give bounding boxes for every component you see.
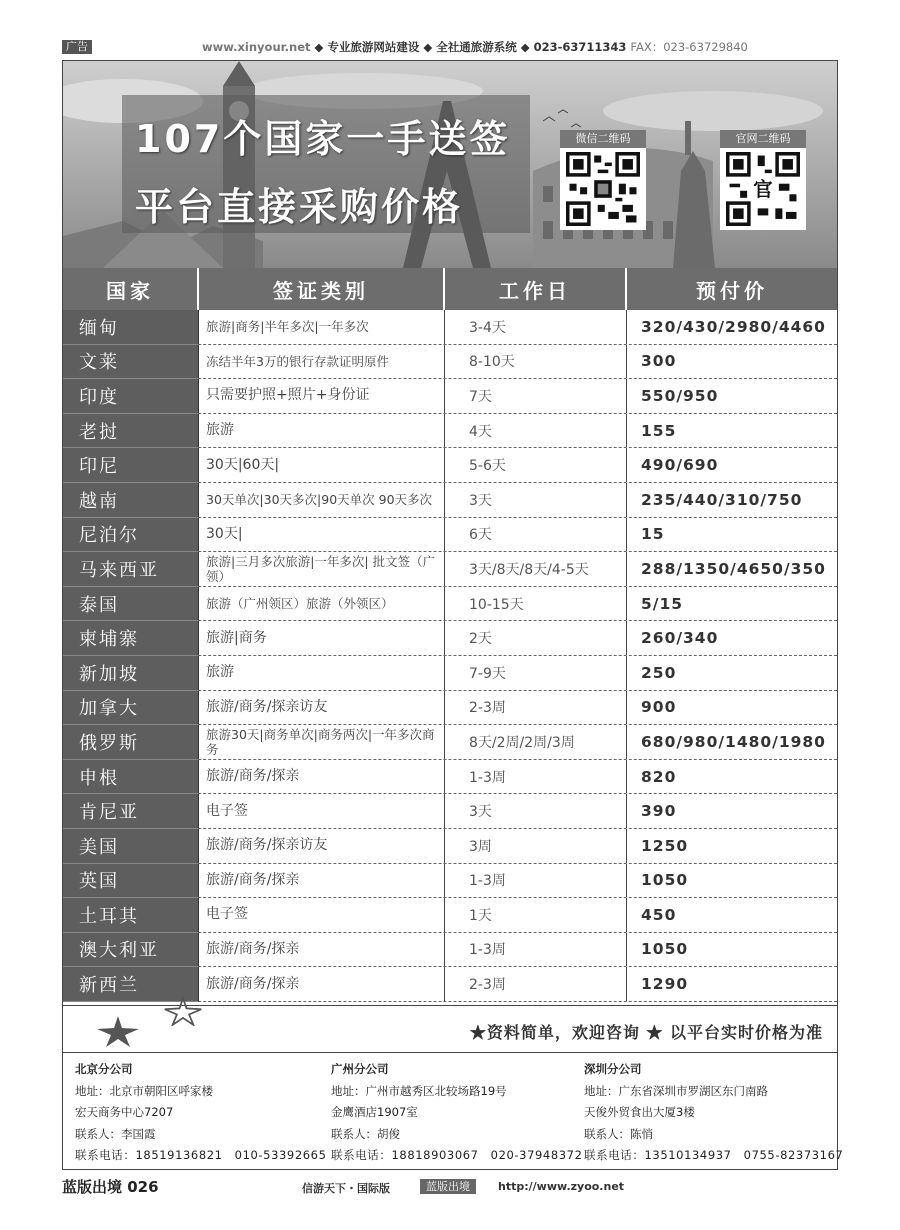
table-row	[63, 379, 837, 414]
office-contact: 联系人：陈悄	[584, 1126, 653, 1141]
visa-type-cell: 旅游/商务/探亲	[199, 967, 445, 1001]
website-qr[interactable]	[720, 130, 806, 230]
workdays-cell: 5-6天	[445, 448, 627, 482]
website-qr-code	[726, 152, 800, 226]
visa-type-cell: 旅游/商务/探亲	[199, 760, 445, 794]
country-cell: 缅甸	[63, 310, 199, 345]
country-cell: 澳大利亚	[63, 933, 199, 968]
country-cell: 土耳其	[63, 898, 199, 933]
country-cell: 英国	[63, 864, 199, 899]
office-name: 广州分公司	[331, 1062, 389, 1076]
table-row	[63, 518, 837, 553]
office-address-2: 天俊外贸食出大厦3楼	[584, 1105, 695, 1119]
price-cell: 288/1350/4650/350	[641, 559, 826, 578]
price-cell: 820	[641, 767, 677, 786]
price-cell: 15	[641, 525, 665, 544]
header-visa-type: 签证类别	[199, 268, 445, 310]
footer-section-tag: 蓝版出境	[420, 1179, 476, 1194]
table-row	[63, 933, 837, 968]
table-row	[63, 760, 837, 795]
office-contact: 联系人：胡俊	[331, 1126, 400, 1141]
table-row	[63, 310, 837, 345]
header-country: 国家	[63, 268, 199, 310]
workdays-cell: 3-4天	[445, 310, 627, 344]
headline-line-2: 平台直接采购价格	[135, 185, 464, 229]
country-cell: 柬埔寨	[63, 621, 199, 656]
country-cell: 越南	[63, 483, 199, 518]
price-cell: 155	[641, 421, 677, 440]
headline-line-1: 107个国家一手送签	[135, 117, 511, 161]
wechat-qr-code	[566, 152, 640, 226]
price-cell: 550/950	[641, 386, 719, 405]
slogan-area	[63, 1005, 837, 1053]
country-cell: 新西兰	[63, 967, 199, 1002]
starfish-icon	[163, 996, 203, 1026]
starfish-icon	[95, 1014, 141, 1048]
table-row	[63, 691, 837, 726]
workdays-cell: 6天	[445, 518, 627, 552]
top-contact-info	[202, 39, 748, 55]
price-cell: 235/440/310/750	[641, 490, 803, 509]
workdays-cell: 1-3周	[445, 760, 627, 794]
office-name: 北京分公司	[75, 1062, 133, 1076]
branch-offices	[63, 1053, 844, 1169]
slogan: ★资料简单，欢迎咨询 ★ 以平台实时价格为准	[469, 1023, 823, 1042]
price-cell: 490/690	[641, 456, 719, 475]
visa-price-table	[63, 268, 837, 1002]
visa-type-cell: 只需要护照+照片+身份证	[199, 379, 445, 413]
visa-type-cell: 旅游/商务/探亲访友	[199, 829, 445, 863]
website-qr-center: 官	[753, 178, 773, 202]
table-row	[63, 725, 837, 760]
office-phone: 联系电话：18818903067 020-37948372	[331, 1148, 583, 1162]
workdays-cell: 3天	[445, 794, 627, 828]
table-row	[63, 483, 837, 518]
footer-brand: 信游天下・国际版	[302, 1182, 390, 1195]
table-row	[63, 864, 837, 899]
office-name: 深圳分公司	[584, 1062, 642, 1076]
visa-type-cell: 旅游|商务	[199, 621, 445, 655]
office-shenzhen	[584, 1059, 843, 1167]
visa-type-cell: 旅游/商务/探亲	[199, 864, 445, 898]
workdays-cell: 1-3周	[445, 864, 627, 898]
visa-type-cell: 旅游|三月多次旅游|一年多次| 批文签（广领）	[199, 552, 445, 586]
wechat-qr-label: 微信二维码	[560, 130, 646, 148]
country-cell: 文莱	[63, 345, 199, 380]
price-cell: 1050	[641, 871, 689, 890]
table-row	[63, 794, 837, 829]
country-cell: 印度	[63, 379, 199, 414]
office-address-2: 宏天商务中心7207	[75, 1105, 174, 1119]
workdays-cell: 8天/2周/2周/3周	[445, 725, 627, 759]
country-cell: 美国	[63, 829, 199, 864]
workdays-cell: 4天	[445, 414, 627, 448]
visa-type-cell: 电子签	[199, 794, 445, 828]
workdays-cell: 2-3周	[445, 691, 627, 725]
office-address: 地址：北京市朝阳区呼家楼	[75, 1083, 213, 1098]
price-cell: 260/340	[641, 629, 719, 648]
table-row	[63, 414, 837, 449]
country-cell: 肯尼亚	[63, 794, 199, 829]
price-cell: 320/430/2980/4460	[641, 317, 826, 336]
country-cell: 加拿大	[63, 691, 199, 726]
top-services: ◆ 专业旅游网站建设 ◆ 全社通旅游系统 ◆ 023-63711343	[314, 40, 627, 54]
price-cell: 250	[641, 663, 677, 682]
table-row	[63, 656, 837, 691]
price-cell: 5/15	[641, 594, 684, 613]
workdays-cell: 2天	[445, 621, 627, 655]
wechat-qr[interactable]	[560, 130, 646, 230]
office-phone: 联系电话：18519136821 010-53392665	[75, 1148, 327, 1162]
table-row	[63, 621, 837, 656]
country-cell: 马来西亚	[63, 552, 199, 587]
country-cell: 印尼	[63, 448, 199, 483]
workdays-cell: 3周	[445, 829, 627, 863]
visa-type-cell: 旅游|商务|半年多次|一年多次	[199, 310, 445, 344]
office-guangzhou	[331, 1059, 583, 1167]
visa-type-cell: 30天|	[199, 518, 445, 552]
workdays-cell: 7天	[445, 379, 627, 413]
country-cell: 老挝	[63, 414, 199, 449]
table-row	[63, 345, 837, 380]
price-cell: 450	[641, 905, 677, 924]
visa-type-cell: 旅游	[199, 414, 445, 448]
workdays-cell: 3天	[445, 483, 627, 517]
page-number: 蓝版出境 026	[62, 1178, 159, 1196]
visa-type-cell: 旅游	[199, 656, 445, 690]
country-cell: 尼泊尔	[63, 518, 199, 553]
office-beijing	[75, 1059, 327, 1167]
workdays-cell: 1-3周	[445, 933, 627, 967]
price-cell: 1050	[641, 940, 689, 959]
fax-number: FAX：023-63729840	[630, 40, 748, 54]
visa-type-cell: 旅游30天|商务单次|商务两次|一年多次商务	[199, 725, 445, 759]
visa-type-cell: 冻结半年3万的银行存款证明原件	[199, 345, 445, 379]
website-qr-label: 官网二维码	[720, 130, 806, 148]
table-row	[63, 898, 837, 933]
ad-tag: 广告	[62, 40, 92, 54]
table-row	[63, 448, 837, 483]
office-phone: 联系电话：13510134937 0755-82373167	[584, 1148, 844, 1162]
country-cell: 泰国	[63, 587, 199, 622]
visa-type-cell: 30天单次|30天多次|90天单次 90天多次	[199, 483, 445, 517]
workdays-cell: 7-9天	[445, 656, 627, 690]
page-footer	[62, 1176, 838, 1198]
table-header	[63, 268, 837, 310]
workdays-cell: 3天/8天/8天/4-5天	[445, 552, 627, 586]
visa-type-cell: 旅游/商务/探亲	[199, 933, 445, 967]
table-row	[63, 552, 837, 587]
price-cell: 1250	[641, 836, 689, 855]
price-cell: 1290	[641, 975, 689, 994]
office-address: 地址：广东省深圳市罗湖区东门南路	[584, 1083, 768, 1098]
country-cell: 申根	[63, 760, 199, 795]
office-address: 地址：广州市越秀区北较场路19号	[331, 1083, 507, 1098]
workdays-cell: 2-3周	[445, 967, 627, 1001]
table-row	[63, 829, 837, 864]
top-bar	[62, 38, 838, 56]
table-body	[63, 310, 837, 1002]
office-address-2: 金鹰酒店1907室	[331, 1105, 418, 1119]
site-url[interactable]: www.xinyour.net	[202, 40, 311, 54]
footer-url[interactable]: http://www.zyoo.net	[498, 1180, 625, 1193]
workdays-cell: 10-15天	[445, 587, 627, 621]
price-cell: 300	[641, 352, 677, 371]
visa-type-cell: 电子签	[199, 898, 445, 932]
header-price: 预付价	[696, 278, 768, 303]
price-cell: 680/980/1480/1980	[641, 732, 826, 751]
visa-type-cell: 旅游（广州领区）旅游（外领区）	[199, 587, 445, 621]
visa-type-cell: 30天|60天|	[199, 448, 445, 482]
visa-type-cell: 旅游/商务/探亲访友	[199, 691, 445, 725]
office-contact: 联系人：李国霞	[75, 1126, 156, 1141]
workdays-cell: 8-10天	[445, 345, 627, 379]
country-cell: 俄罗斯	[63, 725, 199, 760]
header-workdays: 工作日	[445, 268, 627, 310]
workdays-cell: 1天	[445, 898, 627, 932]
table-row	[63, 587, 837, 622]
price-cell: 390	[641, 802, 677, 821]
country-cell: 新加坡	[63, 656, 199, 691]
price-cell: 900	[641, 698, 677, 717]
